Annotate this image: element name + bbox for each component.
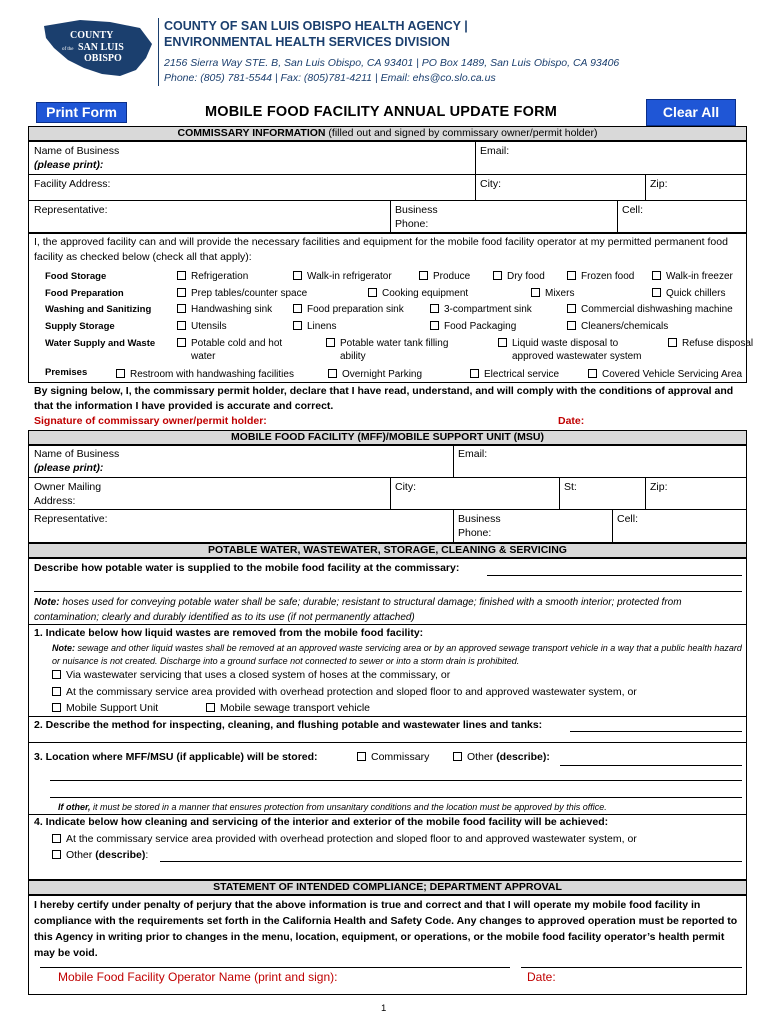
checkbox[interactable] (567, 304, 576, 313)
opt-label: Commissary (371, 751, 430, 763)
commissary-business-phone-label (395, 203, 438, 231)
opt-label: Other (467, 751, 494, 763)
opt-label: Potable water tank filling (340, 338, 449, 349)
checkbox[interactable] (52, 703, 61, 712)
opt-dishwashing-machine[interactable] (567, 303, 733, 316)
opt-food-packaging[interactable] (430, 320, 516, 333)
opt-label-2: approved wastewater system (512, 351, 642, 362)
checkbox[interactable] (567, 321, 576, 330)
checkbox[interactable] (52, 687, 61, 696)
cat-water: Water Supply and Waste (45, 338, 156, 349)
opt-frozen-food[interactable] (567, 270, 634, 283)
opt-overnight-parking[interactable] (328, 368, 422, 381)
grid-line (559, 477, 560, 509)
opt-refrigeration[interactable] (177, 270, 248, 283)
name-label-text: Name of Business (34, 145, 120, 157)
grid-line (28, 814, 747, 815)
logo-line1: COUNTY (70, 30, 114, 41)
opt-label: Mobile sewage transport vehicle (220, 702, 370, 714)
mff-zip-label: Zip: (650, 481, 668, 493)
q3-opt-commissary[interactable] (357, 751, 429, 764)
checkbox[interactable] (668, 338, 677, 347)
grid-line (28, 477, 747, 478)
grid-line (28, 716, 747, 717)
owner-address: Address: (34, 495, 76, 507)
q2-line[interactable] (570, 731, 742, 732)
opt-label: Utensils (191, 321, 227, 332)
mff-email-label: Email: (458, 448, 488, 460)
opt-dry-food[interactable] (493, 270, 545, 283)
checkbox[interactable] (430, 321, 439, 330)
grid-line (453, 509, 454, 543)
opt-label: Refuse disposal (682, 338, 754, 349)
q1-opt-service-area[interactable] (52, 686, 637, 699)
mff-business-phone-label (458, 512, 501, 540)
mff-header: MOBILE FOOD FACILITY (MFF)/MOBILE SUPPORT UNIT (MSU) (28, 430, 747, 445)
mff-owner-address-label (34, 480, 101, 508)
form-title: MOBILE FOOD FACILITY ANNUAL UPDATE FORM (205, 104, 558, 120)
commissary-zip-label: Zip: (650, 178, 668, 190)
q4-opt-service-area[interactable] (52, 833, 637, 846)
q3-line-2[interactable] (50, 780, 742, 781)
grid-line (475, 141, 476, 200)
please-print-text: (please print): (34, 462, 104, 474)
grid-line (28, 624, 747, 625)
county-logo (40, 18, 158, 80)
opt-label: Quick chillers (666, 288, 726, 299)
page-number: 1 (381, 1003, 387, 1014)
q3-opt-other[interactable] (453, 751, 550, 764)
opt-quick-chillers[interactable] (652, 287, 725, 300)
opt-handwashing-sink[interactable] (177, 303, 272, 316)
q3-note (58, 802, 607, 812)
commissary-name-label (34, 144, 119, 172)
opt-label: Refrigeration (191, 271, 249, 282)
facility-address-label: Facility Address: (34, 178, 111, 190)
bp1: Business (458, 513, 501, 525)
checkbox[interactable] (177, 321, 186, 330)
commissary-header (28, 126, 747, 141)
checkbox[interactable] (493, 271, 502, 280)
checkbox[interactable] (652, 288, 661, 297)
checkbox[interactable] (206, 703, 215, 712)
mff-cell-label: Cell: (617, 513, 639, 525)
bp1: Business (395, 204, 438, 216)
agency-line1: COUNTY OF SAN LUIS OBISPO HEALTH AGENCY | (164, 19, 468, 33)
q4-opt-other[interactable] (52, 849, 148, 862)
opt-label: Other (66, 849, 93, 861)
mff-name-label (34, 447, 119, 475)
checkbox[interactable] (52, 850, 61, 859)
opt-label-2: ability (340, 351, 366, 362)
checkbox[interactable] (326, 338, 335, 347)
cat-washing: Washing and Sanitizing (45, 304, 152, 315)
owner-mailing: Owner Mailing (34, 481, 102, 493)
grid-line (28, 742, 747, 743)
checkbox[interactable] (652, 271, 661, 280)
opt-label: Frozen food (581, 271, 635, 282)
opt-label: Mobile Support Unit (66, 702, 159, 714)
opt-label: Walk-in freezer (666, 271, 733, 282)
q1-opt-closed-hoses[interactable] (52, 669, 450, 682)
opt-prep-tables[interactable] (177, 287, 307, 300)
q3-label: 3. Location where MFF/MSU (if applicable) will be stored: (34, 751, 318, 763)
opt-3-compartment-sink[interactable] (430, 303, 532, 316)
opt-produce[interactable] (419, 270, 470, 283)
opt-describe: (describe) (95, 849, 146, 861)
facilities-statement: I, the approved facility can and will provide the necessary facilities and equipment for the mobile food facility operator at my permitted permanent food facility as checked below (check all that apply): (34, 236, 728, 263)
logo-of: of the (62, 47, 74, 52)
opt-mixers[interactable] (531, 287, 574, 300)
grid-line (28, 174, 747, 175)
opt-restroom[interactable] (116, 368, 294, 381)
opt-liquid-waste[interactable] (498, 337, 642, 363)
checkbox[interactable] (368, 288, 377, 297)
checkbox[interactable] (116, 369, 125, 378)
checkbox[interactable] (52, 834, 61, 843)
commissary-city-label: City: (480, 178, 501, 190)
checkbox[interactable] (177, 288, 186, 297)
opt-label: Food preparation sink (307, 304, 404, 315)
agency-line2: ENVIRONMENTAL HEALTH SERVICES DIVISION (164, 35, 450, 49)
operator-date-line[interactable] (521, 967, 742, 968)
q1-label: 1. Indicate below how liquid wastes are removed from the mobile food facility: (34, 627, 424, 639)
opt-label: At the commissary service area provided with overhead protection and sloped floor to and approved wastewater system, or (66, 686, 637, 698)
opt-colon: : (145, 849, 149, 861)
q1-opt-msu[interactable] (52, 702, 158, 715)
statement-text: I hereby certify under penalty of perjury that the above information is true and correct and that I will operate my mobile food facility in compliance with the requirements set forth in the California Health and Safety Code. Any changes to approved operation must be reported to this Agency in writing prior to changes in the menu, location, equipment, or operations, or the mobile food facility operator’s health permit may be void. (34, 899, 738, 959)
checkbox[interactable] (567, 271, 576, 280)
checkbox[interactable] (293, 304, 302, 313)
cat-premises: Premises (45, 367, 88, 378)
q4-label: 4. Indicate below how cleaning and servicing of the interior and exterior of the mobile food facility will be achieved: (34, 816, 609, 828)
checkbox[interactable] (293, 321, 302, 330)
logo-line2: SAN LUIS (78, 42, 124, 53)
grid-line (645, 174, 646, 200)
checkbox[interactable] (498, 338, 507, 347)
commissary-representative-label: Representative: (34, 204, 108, 216)
opt-label: Prep tables/counter space (191, 288, 308, 299)
grid-line (390, 200, 391, 233)
commissary-signature-label: Signature of commissary owner/permit holder: (34, 415, 267, 427)
grid-line (645, 477, 646, 509)
bp2: Phone: (458, 527, 492, 539)
opt-label: 3-compartment sink (444, 304, 532, 315)
mff-representative-label: Representative: (34, 513, 108, 525)
mff-city-label: City: (395, 481, 416, 493)
cat-food-prep: Food Preparation (45, 288, 124, 299)
opt-potable-hot-cold[interactable] (177, 337, 282, 363)
contact-line: Phone: (805) 781-5544 | Fax: (805)781-4211 | Email: ehs@co.slo.ca.us (164, 72, 496, 84)
opt-label: Liquid waste disposal to (512, 338, 619, 349)
opt-label: Commercial dishwashing machine (581, 304, 733, 315)
operator-date-label: Date: (527, 970, 556, 984)
q3-line-3[interactable] (50, 797, 742, 798)
checkbox[interactable] (453, 752, 462, 761)
opt-cooking-equipment[interactable] (368, 287, 468, 300)
clear-all-button[interactable]: Clear All (646, 99, 736, 126)
grid-line (28, 200, 747, 201)
opt-label: Restroom with handwashing facilities (130, 369, 294, 380)
opt-label: Potable cold and hot (191, 338, 283, 349)
checkbox[interactable] (52, 670, 61, 679)
potable-note (34, 595, 734, 625)
q1-note-text: sewage and other liquid wastes shall be removed at an approved waste servicing area or by an approved sewage transport vehicle in a way that a public health hazard or nuisance is not created. Discharge into a ground surface not connected to sewer or into a storm drain is prohibited. (52, 643, 742, 666)
opt-label: Handwashing sink (191, 304, 273, 315)
operator-sign-line[interactable] (40, 967, 510, 968)
commissary-declaration: By signing below, I, the commissary permit holder, declare that I have read, understand, and will comply with the conditions of approval and that the information I have provided is accurate and correct. (34, 385, 734, 412)
opt-describe: (describe): (496, 751, 550, 763)
checkbox[interactable] (177, 338, 186, 347)
checkbox[interactable] (430, 304, 439, 313)
address-line: 2156 Sierra Way STE. B, San Luis Obispo, CA 93401 | PO Box 1489, San Luis Obispo, CA 93406 (164, 57, 620, 69)
checkbox[interactable] (588, 369, 597, 378)
checkbox[interactable] (293, 271, 302, 280)
mff-info-grid (28, 445, 747, 543)
checkbox[interactable] (328, 369, 337, 378)
opt-electrical-service[interactable] (470, 368, 559, 381)
q1-note-label: Note: (52, 643, 75, 653)
please-print-text: (please print): (34, 159, 104, 171)
opt-utensils[interactable] (177, 320, 227, 333)
q3-line-1[interactable] (560, 765, 742, 766)
checkbox[interactable] (177, 304, 186, 313)
checkbox[interactable] (419, 271, 428, 280)
opt-refuse-disposal[interactable] (668, 337, 753, 350)
agency-address (164, 56, 619, 86)
commissary-cell-label: Cell: (622, 204, 644, 216)
opt-walkin-refrigerator[interactable] (293, 270, 392, 283)
statement-header: STATEMENT OF INTENDED COMPLIANCE; DEPARTMENT APPROVAL (28, 880, 747, 895)
opt-label: Cooking equipment (382, 288, 469, 299)
print-form-button[interactable]: Print Form (36, 102, 127, 123)
opt-food-prep-sink[interactable] (293, 303, 404, 316)
potable-describe-line-2[interactable] (34, 591, 742, 592)
opt-covered-vehicle[interactable] (588, 368, 742, 381)
opt-label: Overnight Parking (342, 369, 423, 380)
commissary-header-bold: COMMISSARY INFORMATION (177, 127, 326, 139)
logo-line3: OBISPO (84, 53, 122, 64)
opt-label: Linens (307, 321, 337, 332)
opt-walkin-freezer[interactable] (652, 270, 733, 283)
opt-label: Dry food (507, 271, 545, 282)
potable-describe-line[interactable] (487, 575, 742, 576)
header-divider (158, 18, 159, 86)
agency-name (164, 18, 468, 50)
q4-line-1[interactable] (160, 861, 742, 862)
grid-line (28, 509, 747, 510)
opt-cleaners[interactable] (567, 320, 668, 333)
cat-supply: Supply Storage (45, 321, 115, 332)
opt-label: Electrical service (484, 369, 560, 380)
grid-line (612, 509, 613, 543)
opt-label-2: water (191, 351, 216, 362)
bp2: Phone: (395, 218, 429, 230)
commissary-info-grid (28, 141, 747, 233)
note-label: Note: (34, 597, 60, 608)
checkbox[interactable] (357, 752, 366, 761)
opt-label: At the commissary service area provided with overhead protection and sloped floor to and approved wastewater system, or (66, 833, 637, 845)
cat-food-storage: Food Storage (45, 271, 107, 282)
q2-label: 2. Describe the method for inspecting, cleaning, and flushing potable and wastewater lines and tanks: (34, 719, 543, 731)
name-label-text: Name of Business (34, 448, 120, 460)
potable-header: POTABLE WATER, WASTEWATER, STORAGE, CLEANING & SERVICING (28, 543, 747, 558)
note-text: hoses used for conveying potable water shall be safe; durable; resistant to structural damage; finished with a smooth interior; protected from contamination; clearly and durably identified as to its use (if not permanently attached) (34, 597, 682, 623)
potable-describe: Describe how potable water is supplied to the mobile food facility at the commissary: (34, 562, 460, 574)
mff-state-label: St: (564, 481, 577, 493)
commissary-email-label: Email: (480, 145, 510, 157)
opt-label: Mixers (545, 288, 575, 299)
opt-label: Cleaners/chemicals (581, 321, 669, 332)
grid-line (453, 445, 454, 477)
operator-name-label: Mobile Food Facility Operator Name (print and sign): (58, 970, 338, 984)
opt-label: Food Packaging (444, 321, 517, 332)
q1-opt-sewage-vehicle[interactable] (206, 702, 370, 715)
checkbox[interactable] (470, 369, 479, 378)
opt-label: Via wastewater servicing that uses a closed system of hoses at the commissary, or (66, 669, 451, 681)
grid-line (390, 477, 391, 509)
q3-note-bold: If other, (58, 802, 91, 812)
grid-line (617, 200, 618, 233)
opt-label: Walk-in refrigerator (307, 271, 392, 282)
commissary-date-label: Date: (558, 415, 585, 427)
checkbox[interactable] (177, 271, 186, 280)
q3-note-text: it must be stored in a manner that ensures protection from unsanitary conditions and the location must be approved by this office. (90, 802, 607, 812)
opt-label: Covered Vehicle Servicing Area (602, 369, 743, 380)
opt-linens[interactable] (293, 320, 336, 333)
commissary-header-rest: (filled out and signed by commissary owner/permit holder) (325, 127, 598, 139)
q1-note (52, 642, 742, 668)
opt-tank-filling[interactable] (326, 337, 448, 363)
opt-label: Produce (433, 271, 471, 282)
checkbox[interactable] (531, 288, 540, 297)
